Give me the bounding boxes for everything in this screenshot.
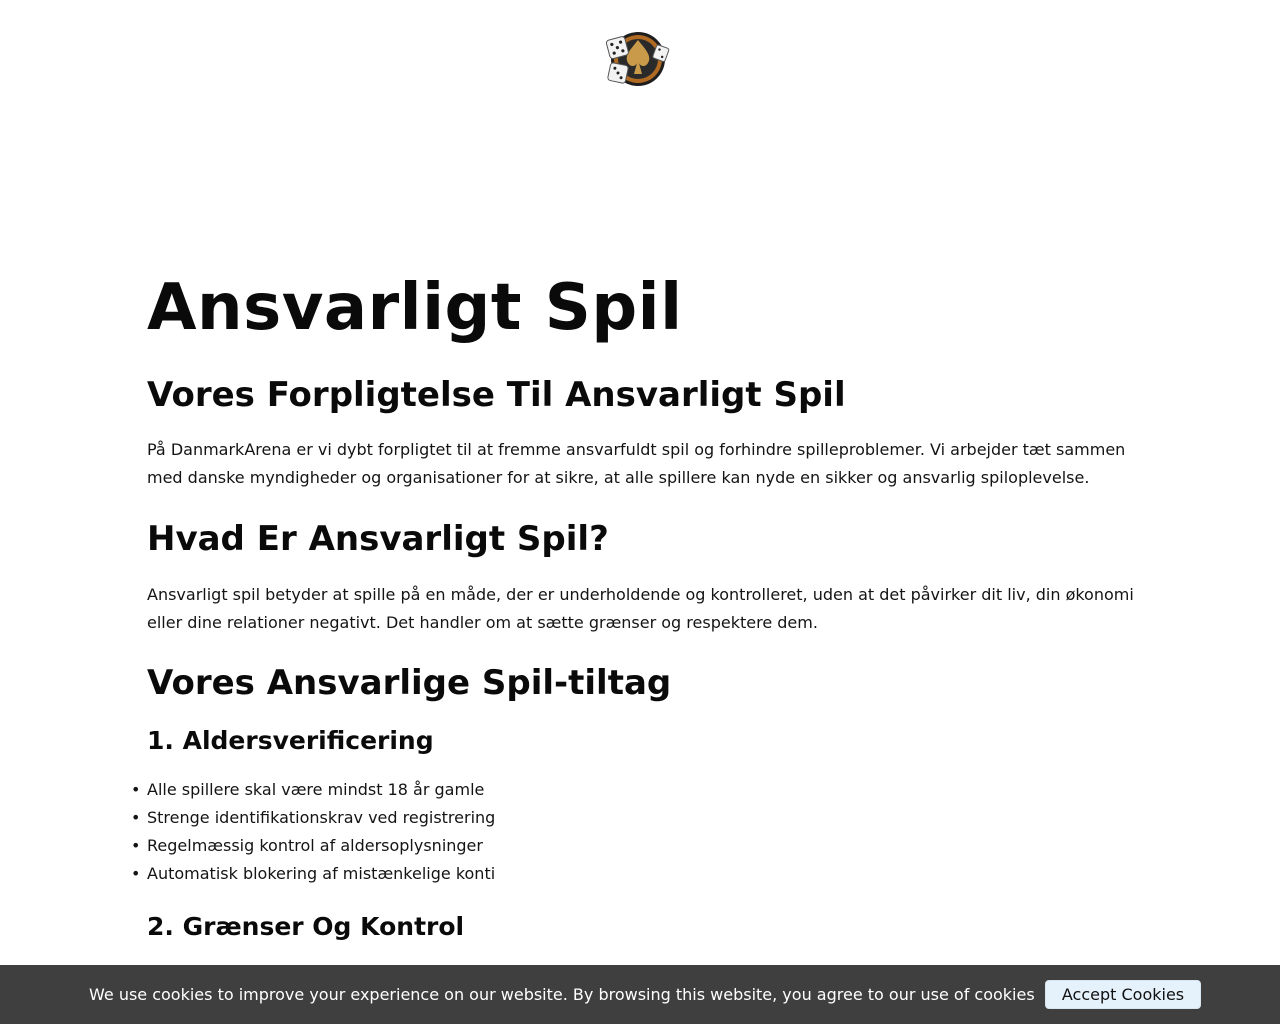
site-logo[interactable] [604,28,670,88]
list-item-text: Automatisk blokering af mistænkelige konti [147,864,496,883]
section-heading-measures: Vores Ansvarlige Spil-tiltag [147,663,672,703]
list-item-text: Strenge identifikationskrav ved registrering [147,808,496,827]
subsection-heading-age: 1. Aldersverificering [147,726,434,755]
section-heading-what-is: Hvad Er Ansvarligt Spil? [147,519,609,559]
dice-spade-logo-icon [604,28,670,88]
cookie-banner-text: We use cookies to improve your experience on our website. By browsing this website, you agree to our use of cookies [89,985,1035,1004]
section-text-commitment: På DanmarkArena er vi dybt forpligtet til at fremme ansvarfuldt spil og forhindre spilleproblemer. Vi arbejder tæt sammen med danske myndigheder og organisationer for at sikre, at alle spillere kan nyde en sikker og ansvarlig spiloplevelse. [147,440,1126,487]
section-heading-commitment: Vores Forpligtelse Til Ansvarligt Spil [147,375,846,415]
list-item: • Strenge identifikationskrav ved registrering [131,808,496,827]
accept-cookies-button[interactable]: Accept Cookies [1045,980,1201,1009]
page-title: Ansvarligt Spil [147,271,683,345]
list-item-text: Regelmæssig kontrol af aldersoplysninger [147,836,483,855]
list-item: • Alle spillere skal være mindst 18 år gamle [131,780,485,799]
section-text-what-is: Ansvarligt spil betyder at spille på en måde, der er underholdende og kontrolleret, uden at det påvirker dit liv, din økonomi eller dine relationer negativt. Det handler om at sætte grænser og respektere dem. [147,585,1134,632]
list-item: • Automatisk blokering af mistænkelige konti [131,864,496,883]
age-verification-list [131,776,495,888]
cookie-banner [0,965,1280,1024]
subsection-heading-limits: 2. Grænser Og Kontrol [147,912,465,941]
list-item-text: Alle spillere skal være mindst 18 år gamle [147,780,485,799]
list-item: • Regelmæssig kontrol af aldersoplysninger [131,836,483,855]
